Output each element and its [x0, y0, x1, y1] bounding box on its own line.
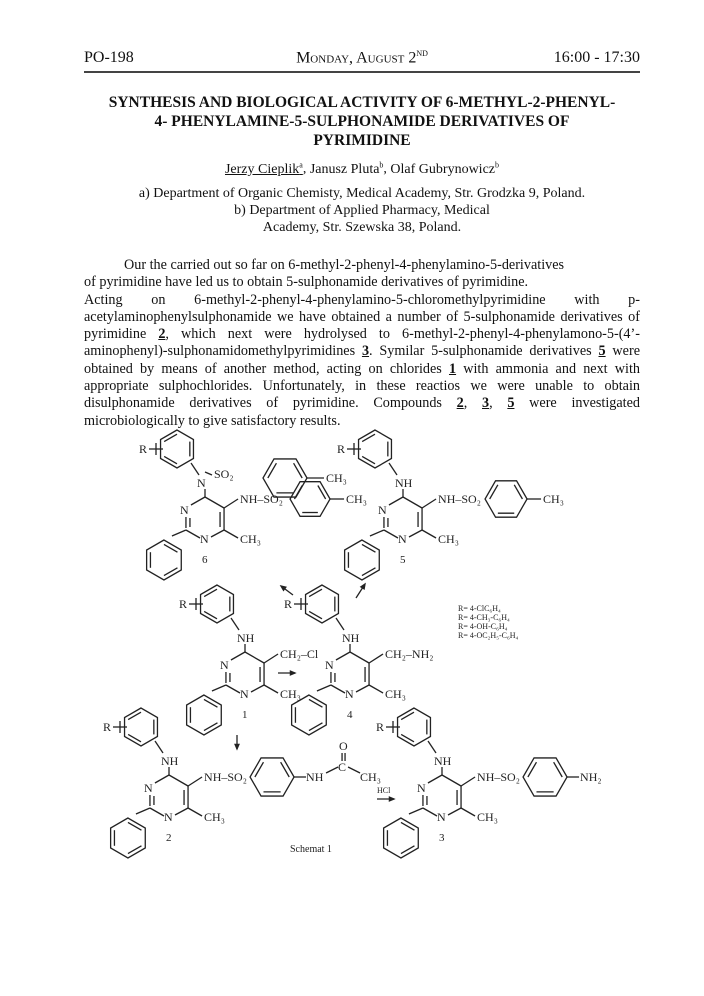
bond: [205, 497, 224, 508]
aryl-ring: [201, 585, 234, 623]
phenyl-ring: [187, 695, 222, 735]
compound-ref: 2: [158, 326, 166, 343]
double-bond: [281, 762, 290, 777]
bond: [175, 808, 188, 815]
bond: [136, 808, 150, 814]
nitrogen-label: N: [377, 503, 387, 517]
bond: [245, 652, 264, 663]
phenyl-ring: [250, 758, 294, 796]
double-bond: [128, 734, 141, 741]
chloromethyl-label: CH₂–Cl: [280, 647, 319, 661]
r-group-label: R: [139, 442, 148, 456]
reagent-label: HCl: [377, 786, 391, 795]
bond: [422, 530, 436, 538]
r-group-label: R: [284, 597, 293, 611]
methyl-label: CH₃: [360, 770, 381, 784]
bond: [370, 530, 384, 536]
nitrogen-label: N: [240, 687, 249, 701]
tolyl-ring: [485, 481, 527, 517]
double-bond: [554, 762, 563, 777]
nitrogen-label: N: [398, 532, 407, 546]
bond: [205, 472, 212, 475]
nitrogen-label: N: [179, 503, 189, 517]
bond: [172, 530, 186, 536]
double-bond: [128, 712, 141, 719]
amide-label: NH: [306, 770, 324, 784]
oxygen-label: O: [339, 739, 348, 753]
bond: [409, 808, 423, 814]
sulfonamide-label: NH–SO₂: [477, 770, 520, 784]
nitrogen-label: N: [143, 781, 153, 795]
methyl-label: CH₃: [477, 810, 498, 824]
double-bond: [204, 723, 218, 731]
bond: [384, 530, 398, 538]
bond: [211, 530, 224, 537]
double-bond: [164, 434, 177, 441]
bond: [428, 775, 442, 783]
aryl-ring: [359, 430, 392, 468]
methyl-label: CH₃: [438, 532, 459, 546]
double-bond: [309, 723, 323, 731]
bond: [317, 685, 331, 691]
phenyl-ring: [523, 758, 567, 796]
bond: [422, 499, 436, 508]
r-group-definition: R= 4-OC₂H₅-C₆H₄: [458, 631, 519, 640]
arrow-head: [389, 797, 394, 801]
double-bond: [514, 485, 522, 499]
r-group-definition: R= 4-OH-C₆H₄: [458, 622, 508, 631]
amine-label: NH: [161, 754, 179, 768]
nitrogen-label: N: [219, 658, 229, 672]
session-day: Monday, August 2ND: [296, 49, 428, 67]
double-bond: [362, 544, 376, 552]
bond: [336, 652, 350, 660]
phenyl-ring: [111, 818, 146, 858]
double-bond: [309, 611, 322, 618]
bond: [169, 775, 188, 786]
double-bond: [268, 463, 277, 478]
sulfonamide-label: NH–SO₂: [204, 770, 247, 784]
double-bond: [309, 699, 323, 707]
bond: [389, 463, 397, 475]
affiliation-a: a) Department of Organic Chemisty, Medical Academy, Str. Grodzka 9, Poland.: [138, 186, 586, 201]
bond: [461, 808, 475, 816]
compound-ref: 5: [507, 395, 515, 412]
amine-label: N: [197, 476, 206, 490]
bond: [369, 685, 383, 693]
affiliation-b: b) Department of Applied Pharmacy, Medical: [234, 203, 490, 218]
bond: [231, 618, 239, 630]
double-bond: [309, 589, 322, 596]
author-name: Jerzy Cieplik$^a$: [224, 160, 303, 177]
bond: [212, 685, 226, 691]
double-bond: [528, 762, 537, 777]
bond: [186, 530, 200, 538]
nitrogen-label: N: [416, 781, 426, 795]
phenyl-ring: [292, 695, 327, 735]
tolyl-ring: [290, 482, 330, 517]
affiliation-b-cont: Academy, Str. Szewska 38, Poland.: [262, 220, 462, 235]
bond: [191, 463, 199, 475]
bond: [350, 652, 369, 663]
bond: [428, 741, 436, 753]
double-bond: [401, 846, 415, 854]
bond: [448, 808, 461, 815]
bond: [348, 767, 360, 773]
bond: [224, 499, 238, 508]
double-bond: [318, 485, 326, 499]
arrow-head: [361, 584, 365, 589]
phenyl-ring: [384, 818, 419, 858]
sulfonamide-label: NH–SO₂: [438, 492, 481, 506]
methyl-label: CH₃: [326, 471, 347, 485]
double-bond: [401, 712, 414, 719]
aryl-ring: [161, 430, 194, 468]
compound-ref: 3: [361, 343, 370, 360]
compound-number: 6: [202, 554, 208, 566]
bond: [150, 808, 164, 816]
compound-ref: 2: [456, 395, 464, 412]
session-time: 16:00 - 17:30: [553, 49, 640, 66]
double-bond: [255, 762, 264, 777]
aryl-ring: [306, 585, 339, 623]
double-bond: [128, 822, 142, 830]
arrow-head: [235, 744, 239, 749]
r-group-definition: R= 4-ClC₆H₄: [458, 604, 501, 613]
double-bond: [164, 456, 177, 463]
double-bond: [164, 568, 178, 576]
nitrogen-label: N: [164, 810, 173, 824]
nitrogen-label: N: [345, 687, 354, 701]
poster-code: PO-198: [84, 49, 134, 66]
bond: [326, 767, 338, 773]
double-bond: [362, 434, 375, 441]
double-bond: [204, 589, 217, 596]
carbonyl-label: C: [338, 760, 347, 774]
compound-number: 4: [347, 709, 353, 721]
bond: [224, 530, 238, 538]
double-bond: [401, 734, 414, 741]
bond: [155, 775, 169, 783]
author-list: Jerzy Cieplik$^a$, Janusz Pluta$^b$, Olaf Gubrynowicz$^b$: [224, 160, 499, 177]
bond: [461, 777, 475, 786]
bond: [231, 652, 245, 660]
bond: [251, 685, 264, 692]
aryl-ring: [398, 708, 431, 746]
double-bond: [128, 846, 142, 854]
amine-label: NH: [237, 631, 255, 645]
double-bond: [490, 485, 498, 499]
double-bond: [204, 699, 218, 707]
bond: [188, 777, 202, 786]
scheme-caption: Schemat 1: [290, 844, 332, 855]
sulfonyl-label: SO₂: [214, 467, 234, 481]
phenyl-ring: [147, 540, 182, 580]
methyl-label: CH₃: [280, 687, 301, 701]
compound-ref: 5: [598, 343, 606, 360]
amino-label: NH₂: [580, 770, 602, 784]
methyl-label: CH₃: [204, 810, 225, 824]
double-bond: [362, 456, 375, 463]
methyl-label: CH₃: [240, 532, 261, 546]
amine-label: NH: [342, 631, 360, 645]
double-bond: [164, 544, 178, 552]
compound-ref: 3: [482, 395, 490, 412]
r-group-label: R: [376, 720, 385, 734]
bond: [409, 530, 422, 537]
compound-number: 5: [400, 554, 406, 566]
nitrogen-label: N: [437, 810, 446, 824]
bond: [191, 497, 205, 505]
nitrogen-label: N: [200, 532, 209, 546]
bond: [403, 497, 422, 508]
amine-label: NH: [395, 476, 413, 490]
bond: [389, 497, 403, 505]
phenyl-ring: [345, 540, 380, 580]
compound-number: 1: [242, 709, 248, 721]
bond: [442, 775, 461, 786]
bond: [331, 685, 345, 693]
bond: [423, 808, 437, 816]
aryl-ring: [125, 708, 158, 746]
compound-number: 3: [439, 832, 445, 844]
author-name: Janusz Pluta$^b$: [309, 160, 384, 177]
double-bond: [362, 568, 376, 576]
amine-label: NH: [434, 754, 452, 768]
compound-ref: 1: [448, 360, 457, 377]
double-bond: [204, 611, 217, 618]
bond: [264, 685, 278, 693]
bond: [356, 685, 369, 692]
bond: [155, 741, 163, 753]
paragraph-1: Our the carried out so far on 6-methyl-2-phenyl-4-phenylamino-5-derivatives: [124, 257, 565, 273]
nitrogen-label: N: [324, 658, 334, 672]
r-group-label: R: [103, 720, 112, 734]
aminomethyl-label: CH₂–NH₂: [385, 647, 434, 661]
r-group-label: R: [337, 442, 346, 456]
arrow-head: [290, 671, 295, 675]
methyl-label: CH₃: [385, 687, 406, 701]
methyl-label: CH₃: [543, 492, 564, 506]
author-name: Olaf Gubrynowicz$^b$: [390, 160, 499, 177]
paragraph-2: Acting on 6-methyl-2-phenyl-4-phenylamino-5-chloromethylpyrimidine with p-acetylaminophenylsulphonamide we have obtained a number of 5-sulphonamide derivatives of pyrimidine 2, which next were hydrolysed to 6-methyl-2-phenyl-4-phenylamono-5-(4’-aminophenyl)-sulphonamidomethylpyrimidines 3. Symilar 5-sulphonamide derivatives 5 were obtained by means of another method, acting on chlorides 1 with ammonia and next with appropriate sulphochlorides. Unfortunately, in these reactios we were unable to obtain disulphonamide derivatives of pyrimidine. Compounds 2, 3, 5 were investigated microbiologically to give satisfactory results.: [84, 291, 640, 429]
r-group-definition: R= 4-CH₃-C₆H₄: [458, 613, 510, 622]
double-bond: [401, 822, 415, 830]
bond: [336, 618, 344, 630]
r-group-label: R: [179, 597, 188, 611]
sulfonamide-label: NH–SO₂: [240, 492, 283, 506]
methyl-label: CH₃: [346, 492, 367, 506]
bond: [264, 654, 278, 663]
bond: [188, 808, 202, 816]
paper-title: SYNTHESIS AND BIOLOGICAL ACTIVITY OF 6-METHYL-2-PHENYL- 4- PHENYLAMINE-5-SULPHONAMIDE DERIVATIVES OF PYRIMIDINE: [108, 94, 616, 149]
abstract-body: Our the carried out so far on 6-methyl-2-phenyl-4-phenylamino-5-derivatives of pyrimidine have led us to obtain 5-sulphonamide derivatives of pyrimidine. Acting on 6-methyl-2-phenyl-4-phenylamino-5-chloromethylpyrimidine with p-acetylaminophenylsulphonamide we have obtained a number of 5-sulphonamide derivatives of pyrimidine 2, which next were hydrolysed to 6-methyl-2-phenyl-4-phenylamono-5-(4’-aminophenyl)-sulphonamidomethylpyrimidines 3. Symilar 5-sulphonamide derivatives 5 were obtained by means of another method, acting on chlorides 1 with ammonia and next with appropriate sulphochlorides. Unfortunately, in these reactios we were unable to obtain disulphonamide derivatives of pyrimidine. Compounds 2, 3, 5 were investigated microbiologically to give satisfactory results.: [84, 257, 640, 429]
double-bond: [294, 463, 303, 478]
bond: [226, 685, 240, 693]
compound-number: 2: [166, 832, 172, 844]
bond: [369, 654, 383, 663]
